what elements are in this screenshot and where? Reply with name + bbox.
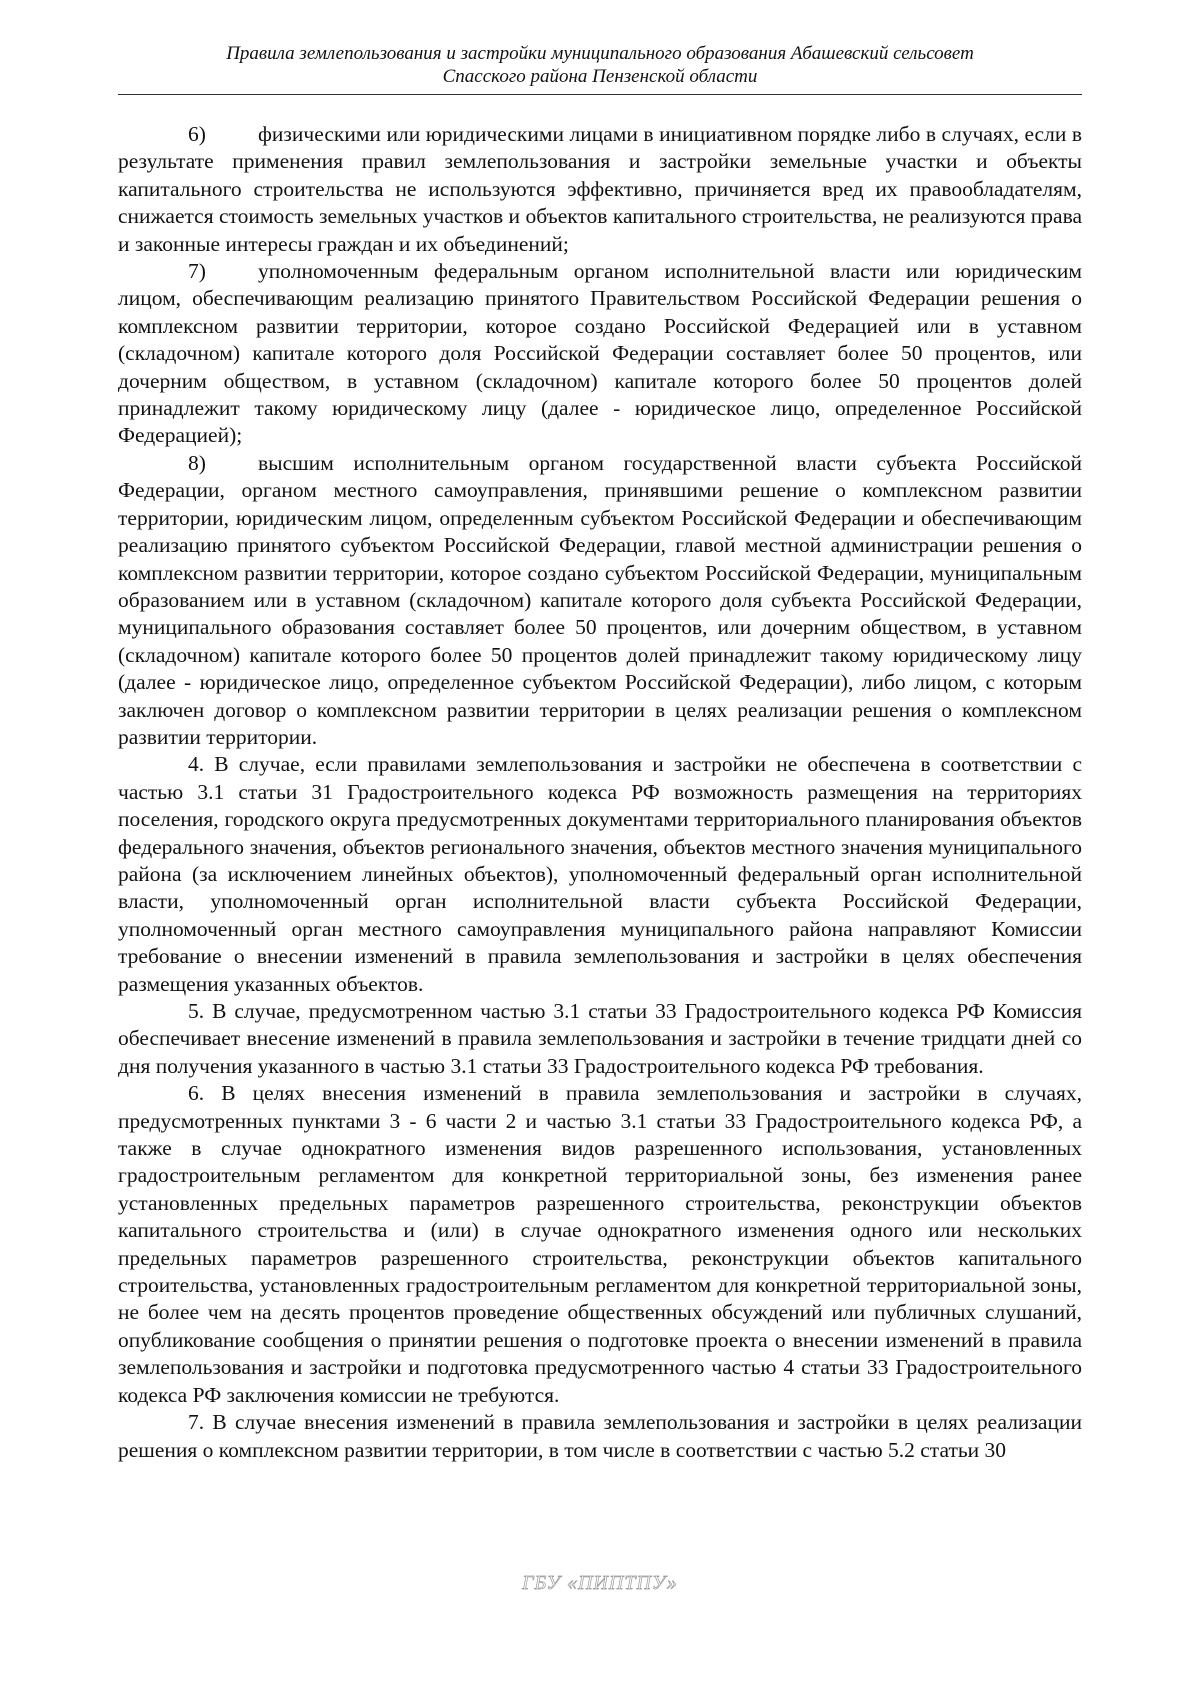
header-line-1: Правила землепользования и застройки муниципального образования Абашевский сельсовет: [226, 43, 974, 64]
list-item-text: физическими или юридическими лицами в инициативном порядке либо в случаях, если в результате применения правил землепользования и застройки земельные участки и объекты капитального строительства не используются эффективно, причиняется вред их правообладателям, снижается стоимость земельных участков и объектов капитального строительства, не реализуются права и законные интересы граждан и их объединений;: [118, 122, 1082, 256]
header-divider: [118, 94, 1082, 95]
paragraph-5: 5. В случае, предусмотренном частью 3.1 статьи 33 Градостроительного кодекса РФ Комиссия обеспечивает внесение изменений в правила землепользования и застройки в течение тридцати дней со дня получения указанного в частью 3.1 статьи 33 Градостроительного кодекса РФ требования.: [118, 999, 1082, 1078]
document-body: [118, 121, 1082, 1464]
header-line-2: Спасского района Пензенской области: [442, 66, 758, 87]
list-item-text: высшим исполнительным органом государственной власти субъекта Российской Федерации, органом местного самоуправления, принявшими решение о комплексном развитии территории, юридическим лицом, определенным субъектом Российской Федерации и обеспечивающим реализацию принятого субъектом Российской Федерации, главой местной администрации решения о комплексном развитии территории, которое создано субъектом Российской Федерации, муниципальным образованием или в уставном (складочном) капитале которого доля субъекта Российской Федерации, муниципального образования составляет более 50 процентов, или дочерним обществом, в уставном (складочном) капитале которого более 50 процентов долей принадлежит такому юридическому лицу (далее - юридическое лицо, определенное субъектом Российской Федерации), либо лицом, с которым заключен договор о комплексном развитии территории в целях реализации решения о комплексном развитии территории.: [118, 450, 1082, 749]
footer-watermark: ГБУ «ПИПТПУ»: [522, 1572, 678, 1594]
list-item-number: 8): [188, 450, 206, 475]
paragraph-7: 7. В случае внесения изменений в правила землепользования и застройки в целях реализации решения о комплексном развитии территории, в том числе в соответствии с частью 5.2 статьи 30: [118, 1410, 1082, 1462]
list-item-number: 7): [188, 259, 206, 284]
list-item-8: [118, 450, 1082, 751]
list-item-6: [118, 121, 1082, 258]
running-header: [118, 42, 1082, 88]
list-item-number: 6): [188, 122, 206, 146]
paragraph-4: 4. В случае, если правилами землепользования и застройки не обеспечена в соответствии с частью 3.1 статьи 31 Градостроительного кодекса РФ возможность размещения на территориях поселения, городского округа предусмотренных документами территориального планирования объектов федерального значения, объектов регионального значения, объектов местного значения муниципального района (за исключением линейных объектов), уполномоченный федеральный орган исполнительной власти, уполномоченный орган исполнительной власти субъекта Российской Федерации, уполномоченный орган местного самоуправления муниципального района направляют Комиссии требование о внесении изменений в правила землепользования и застройки в целях обеспечения размещения указанных объектов.: [118, 752, 1082, 996]
list-item-text: уполномоченным федеральным органом исполнительной власти или юридическим лицом, обеспечивающим реализацию принятого Правительством Российской Федерации решения о комплексном развитии территории, которое создано Российской Федерацией или в уставном (складочном) капитале которого доля Российской Федерации составляет более 50 процентов, или дочерним обществом, в уставном (складочном) капитале которого более 50 процентов долей принадлежит такому юридическому лицу (далее - юридическое лицо, определенное Российской Федерацией);: [118, 259, 1082, 448]
paragraph-6: 6. В целях внесения изменений в правила землепользования и застройки в случаях, предусмотренных пунктами 3 - 6 части 2 и частью 3.1 статьи 33 Градостроительного кодекса РФ, а также в случае однократного изменения видов разрешенного использования, установленных градостроительным регламентом для конкретной территориальной зоны, без изменения ранее установленных предельных параметров разрешенного строительства, реконструкции объектов капитального строительства и (или) в случае однократного изменения одного или нескольких предельных параметров разрешенного строительства, реконструкции объектов капитального строительства, установленных градостроительным регламентом для конкретной территориальной зоны, не более чем на десять процентов проведение общественных обсуждений или публичных слушаний, опубликование сообщения о принятии решения о подготовке проекта о внесении изменений в правила землепользования и застройки и подготовка предусмотренного частью 4 статьи 33 Градостроительного кодекса РФ заключения комиссии не требуются.: [118, 1081, 1082, 1407]
list-item-7: [118, 258, 1082, 450]
